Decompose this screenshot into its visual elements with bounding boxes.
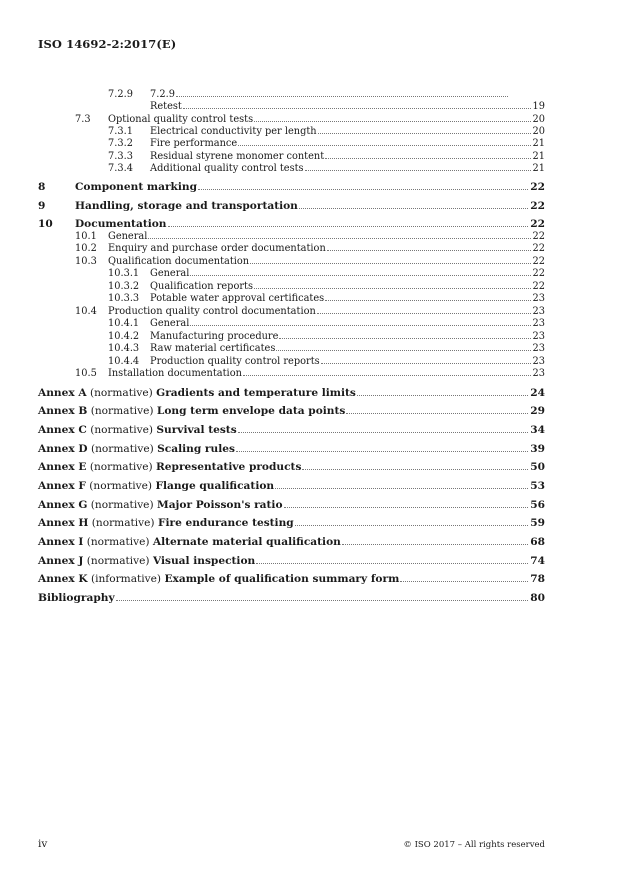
toc-entry-title: Documentation xyxy=(75,218,167,230)
dot-leader xyxy=(325,299,530,301)
toc-entry-page: 23 xyxy=(532,356,545,367)
toc-entry-7-3[interactable] xyxy=(0,114,620,126)
dot-leader xyxy=(317,312,531,314)
toc-entry-number: 10 xyxy=(38,218,53,230)
toc-entry-title: Raw material certificates xyxy=(150,343,276,354)
toc-entry-9[interactable] xyxy=(0,200,620,212)
toc-entry-title: Bibliography xyxy=(38,592,115,604)
toc-entry-page: 78 xyxy=(530,573,545,585)
toc-annex-c[interactable] xyxy=(0,424,620,436)
dot-leader xyxy=(198,188,528,190)
dot-leader xyxy=(190,274,530,276)
toc-entry-title: Fire performance xyxy=(150,138,238,149)
toc-entry-number: 7.3.3 xyxy=(108,151,133,162)
annex-type: (normative) xyxy=(89,461,153,473)
dot-leader xyxy=(256,562,528,564)
toc-entry-7-3-4[interactable] xyxy=(0,163,620,175)
dot-leader xyxy=(302,468,528,470)
toc-entry-number: 10.4.2 xyxy=(108,331,140,342)
toc-entry-10-4-3[interactable] xyxy=(0,343,620,355)
dot-leader xyxy=(238,431,529,433)
toc-entry-title: Additional quality control tests xyxy=(150,163,304,174)
toc-entry-title: General xyxy=(108,231,148,242)
annex-label: Annex H xyxy=(38,517,89,529)
toc-entry-7-3-2[interactable] xyxy=(0,138,620,150)
toc-entry-page: 22 xyxy=(532,231,545,242)
toc-entry-page: 21 xyxy=(532,138,545,149)
dot-leader xyxy=(238,144,530,146)
toc-entry-10[interactable] xyxy=(0,218,620,230)
annex-title: Alternate material qualification xyxy=(152,536,341,548)
toc-entry-title: Production quality control documentation xyxy=(108,306,316,317)
toc-entry-10-3-1[interactable] xyxy=(0,268,620,280)
annex-type: (normative) xyxy=(90,405,154,417)
annex-title: Representative products xyxy=(156,461,302,473)
toc-entry-page: 21 xyxy=(532,151,545,162)
annex-type: (informative) xyxy=(90,573,162,585)
toc-annex-f[interactable] xyxy=(0,480,620,492)
annex-label: Annex A xyxy=(38,387,87,399)
toc-entry-title: Potable water approval certificates xyxy=(150,293,325,304)
dot-leader xyxy=(400,580,528,582)
annex-title: Major Poisson's ratio xyxy=(156,499,283,511)
toc-entry-page: 23 xyxy=(532,331,545,342)
dot-leader xyxy=(148,237,530,239)
annex-type: (normative) xyxy=(89,387,153,399)
toc-entry-number: 7.3.2 xyxy=(108,138,133,149)
dot-leader xyxy=(275,487,528,489)
toc-entry-10-1[interactable] xyxy=(0,231,620,243)
toc-entry-number: 10.4.1 xyxy=(108,318,140,329)
toc-entry-number: 8 xyxy=(38,181,46,193)
toc-entry-page: 23 xyxy=(532,293,545,304)
toc-entry-8[interactable] xyxy=(0,181,620,193)
annex-type: (normative) xyxy=(86,536,150,548)
toc-entry-page: 23 xyxy=(532,318,545,329)
annex-label: Annex E xyxy=(38,461,87,473)
annex-label: Annex C xyxy=(38,424,87,436)
toc-entry-number: 10.4.3 xyxy=(108,343,140,354)
dot-leader xyxy=(116,599,529,601)
dot-leader xyxy=(299,207,528,209)
toc-entry-number: 10.1 xyxy=(75,231,97,242)
toc-entry-10-3-3[interactable] xyxy=(0,293,620,305)
toc-entry-number: 10.4.4 xyxy=(108,356,140,367)
toc-entry-page: 22 xyxy=(530,200,545,212)
toc-annex-d[interactable] xyxy=(0,443,620,455)
toc-entry-page: 56 xyxy=(530,499,545,511)
copyright-notice: © ISO 2017 – All rights reserved xyxy=(403,840,545,850)
toc-entry-title: Manufacturing procedure xyxy=(150,331,279,342)
toc-entry-page: 23 xyxy=(532,306,545,317)
toc-entry-page: 23 xyxy=(532,343,545,354)
toc-entry-title: Production quality control reports xyxy=(150,356,320,367)
annex-title: Survival tests xyxy=(156,424,237,436)
annex-title: Example of qualification summary form xyxy=(164,573,400,585)
dot-leader xyxy=(346,412,528,414)
toc-entry-number: 10.5 xyxy=(75,368,97,379)
toc-entry-page: 29 xyxy=(530,405,545,417)
toc-entry-10-3-2[interactable] xyxy=(0,281,620,293)
dot-leader xyxy=(327,249,531,251)
dot-leader xyxy=(342,543,528,545)
toc-entry-page: 22 xyxy=(530,218,545,230)
annex-type: (normative) xyxy=(89,480,153,492)
toc-entry-10-4[interactable] xyxy=(0,306,620,318)
toc-entry-page: 22 xyxy=(532,268,545,279)
document-id: ISO 14692-2:2017(E) xyxy=(38,37,177,51)
annex-type: (normative) xyxy=(90,443,154,455)
toc-entry-number: 10.4 xyxy=(75,306,97,317)
toc-entry-title: General xyxy=(150,318,190,329)
dot-leader xyxy=(243,374,531,376)
toc-annex-g[interactable] xyxy=(0,499,620,511)
annex-label: Annex K xyxy=(38,573,88,585)
toc-entry-title: General xyxy=(150,268,190,279)
annex-title: Scaling rules xyxy=(157,443,235,455)
annex-label: Annex F xyxy=(38,480,86,492)
toc-entry-page: 59 xyxy=(530,517,545,529)
dot-leader xyxy=(190,324,530,326)
annex-title: Long term envelope data points xyxy=(156,405,346,417)
toc-entry-number: 10.3.1 xyxy=(108,268,140,279)
toc-entry-number: 7.3 xyxy=(75,114,91,125)
dot-leader xyxy=(357,394,528,396)
annex-label: Annex D xyxy=(38,443,88,455)
toc-entry-page: 53 xyxy=(530,480,545,492)
toc-entry-title: Enquiry and purchase order documentation xyxy=(108,243,326,254)
toc-entry-10-5[interactable] xyxy=(0,368,620,380)
toc-entry-title: Component marking xyxy=(75,181,198,193)
toc-entry-page: 22 xyxy=(532,256,545,267)
toc-entry-page: 21 xyxy=(532,163,545,174)
toc-entry-title: Qualification documentation xyxy=(108,256,250,267)
dot-leader xyxy=(176,95,508,97)
toc-annex-i[interactable] xyxy=(0,536,620,548)
toc-annex-a[interactable] xyxy=(0,387,620,399)
toc-entry-title: 7.2.9 xyxy=(150,89,175,100)
dot-leader xyxy=(250,262,530,264)
dot-leader xyxy=(254,120,530,122)
annex-title: Fire endurance testing xyxy=(157,517,294,529)
dot-leader xyxy=(321,362,531,364)
toc-entry-10-4-1[interactable] xyxy=(0,318,620,330)
toc-entry-page: 68 xyxy=(530,536,545,548)
dot-leader xyxy=(279,337,530,339)
toc-entry-number: 7.3.1 xyxy=(108,126,133,137)
toc-entry-page: 23 xyxy=(532,368,545,379)
toc-entry-page: 20 xyxy=(532,114,545,125)
dot-leader xyxy=(295,524,529,526)
toc-entry-number: 10.3.2 xyxy=(108,281,140,292)
toc-entry-title: Electrical conductivity per length xyxy=(150,126,317,137)
dot-leader xyxy=(168,225,529,227)
toc-entry-number: 10.3 xyxy=(75,256,97,267)
toc-annex-k[interactable] xyxy=(0,573,620,585)
annex-title: Gradients and temperature limits xyxy=(156,387,356,399)
dot-leader xyxy=(276,349,530,351)
toc-entry-title: Retest xyxy=(150,101,182,112)
toc-entry-7-3-3[interactable] xyxy=(0,151,620,163)
toc-entry-page: 34 xyxy=(530,424,545,436)
dot-leader xyxy=(254,287,531,289)
annex-label: Annex B xyxy=(38,405,88,417)
page-number: iv xyxy=(38,838,48,850)
toc-entry-page: 74 xyxy=(530,555,545,567)
annex-label: Annex G xyxy=(38,499,88,511)
toc-annex-e[interactable] xyxy=(0,461,620,473)
toc-entry-title: Residual styrene monomer content xyxy=(150,151,325,162)
toc-entry-7-2-9-cont[interactable] xyxy=(0,101,620,113)
toc-entry-10-4-2[interactable] xyxy=(0,331,620,343)
toc-entry-page: 19 xyxy=(532,101,545,112)
toc-entry-page: 22 xyxy=(532,243,545,254)
toc-entry-number: 10.2 xyxy=(75,243,97,254)
toc-entry-page: 20 xyxy=(532,126,545,137)
toc-annex-b[interactable] xyxy=(0,405,620,417)
toc-entry-page: 39 xyxy=(530,443,545,455)
dot-leader xyxy=(305,169,531,171)
toc-entry-title: Optional quality control tests xyxy=(108,114,254,125)
dot-leader xyxy=(325,157,530,159)
toc-entry-10-2[interactable] xyxy=(0,243,620,255)
toc-entry-10-4-4[interactable] xyxy=(0,356,620,368)
toc-entry-page: 24 xyxy=(530,387,545,399)
annex-type: (normative) xyxy=(86,555,150,567)
dot-leader xyxy=(236,450,528,452)
toc-entry-7-3-1[interactable] xyxy=(0,126,620,138)
toc-entry-page: 50 xyxy=(530,461,545,473)
annex-type: (normative) xyxy=(91,517,155,529)
annex-title: Flange qualification xyxy=(155,480,275,492)
toc-entry-number: 7.2.9 xyxy=(108,89,133,100)
toc-entry-title: Qualification reports xyxy=(150,281,254,292)
toc-annex-h[interactable] xyxy=(0,517,620,529)
toc-entry-page: 80 xyxy=(530,592,545,604)
toc-entry-10-3[interactable] xyxy=(0,256,620,268)
toc-entry-page: 22 xyxy=(532,281,545,292)
dot-leader xyxy=(183,107,531,109)
annex-type: (normative) xyxy=(90,499,154,511)
toc-entry-title: Handling, storage and transportation xyxy=(75,200,298,212)
toc-entry-title: Installation documentation xyxy=(108,368,242,379)
toc-entry-7-2-9[interactable] xyxy=(0,89,620,101)
dot-leader xyxy=(284,506,529,508)
dot-leader xyxy=(318,132,531,134)
annex-label: Annex J xyxy=(38,555,84,567)
annex-type: (normative) xyxy=(90,424,153,436)
toc-entry-number: 9 xyxy=(38,200,46,212)
toc-entry-number: 7.3.4 xyxy=(108,163,133,174)
toc-bibliography[interactable] xyxy=(0,592,620,604)
toc-entry-number: 10.3.3 xyxy=(108,293,140,304)
annex-title: Visual inspection xyxy=(152,555,256,567)
toc-annex-j[interactable] xyxy=(0,555,620,567)
annex-label: Annex I xyxy=(38,536,84,548)
toc-entry-page: 22 xyxy=(530,181,545,193)
